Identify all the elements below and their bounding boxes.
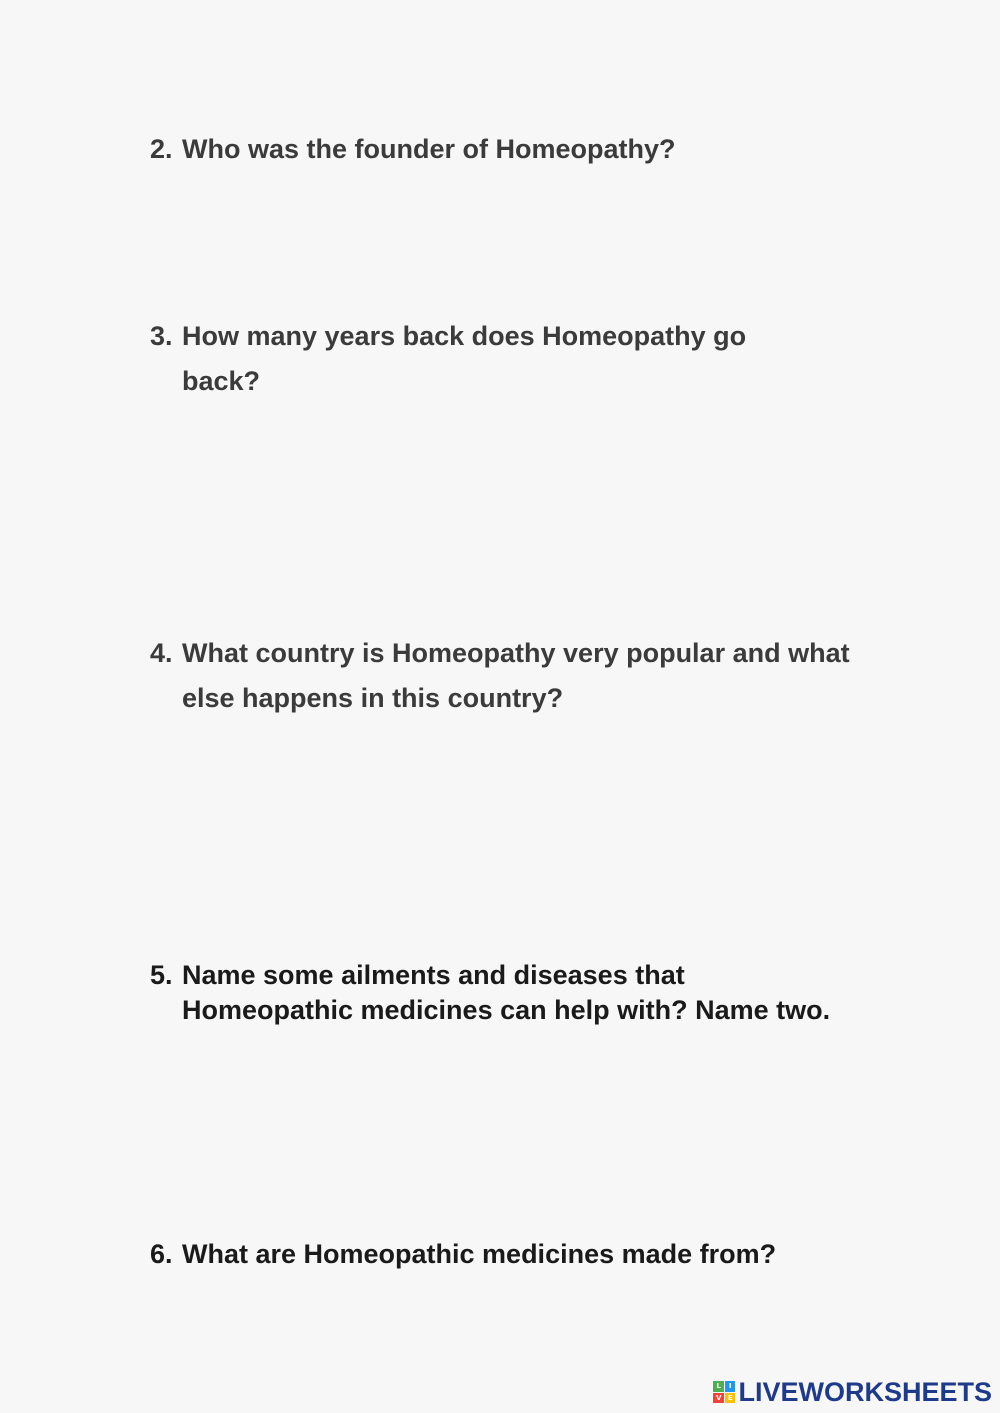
- question-3: [150, 314, 870, 404]
- question-2: [150, 127, 870, 172]
- question-number: 4.: [150, 638, 173, 668]
- question-6: [150, 1232, 870, 1277]
- question-4: [150, 631, 870, 721]
- liveworksheets-brand: [713, 1376, 992, 1407]
- question-text: What country is Homeopathy very popular and what else happens in this country?: [182, 638, 850, 713]
- question-number: 6.: [150, 1239, 173, 1269]
- question-5: [150, 958, 870, 1028]
- liveworksheets-logo-icon: L I V E: [713, 1381, 735, 1403]
- question-text: How many years back does Homeopathy go back?: [182, 321, 747, 396]
- question-text: Name some ailments and diseases that Homeopathic medicines can help with? Name two.: [182, 960, 831, 1025]
- question-number: 5.: [150, 960, 173, 990]
- question-number: 2.: [150, 134, 173, 164]
- brand-name: LIVEWORKSHEETS: [738, 1376, 992, 1407]
- question-text: What are Homeopathic medicines made from?: [182, 1239, 777, 1269]
- question-number: 3.: [150, 321, 173, 351]
- question-text: Who was the founder of Homeopathy?: [182, 134, 676, 164]
